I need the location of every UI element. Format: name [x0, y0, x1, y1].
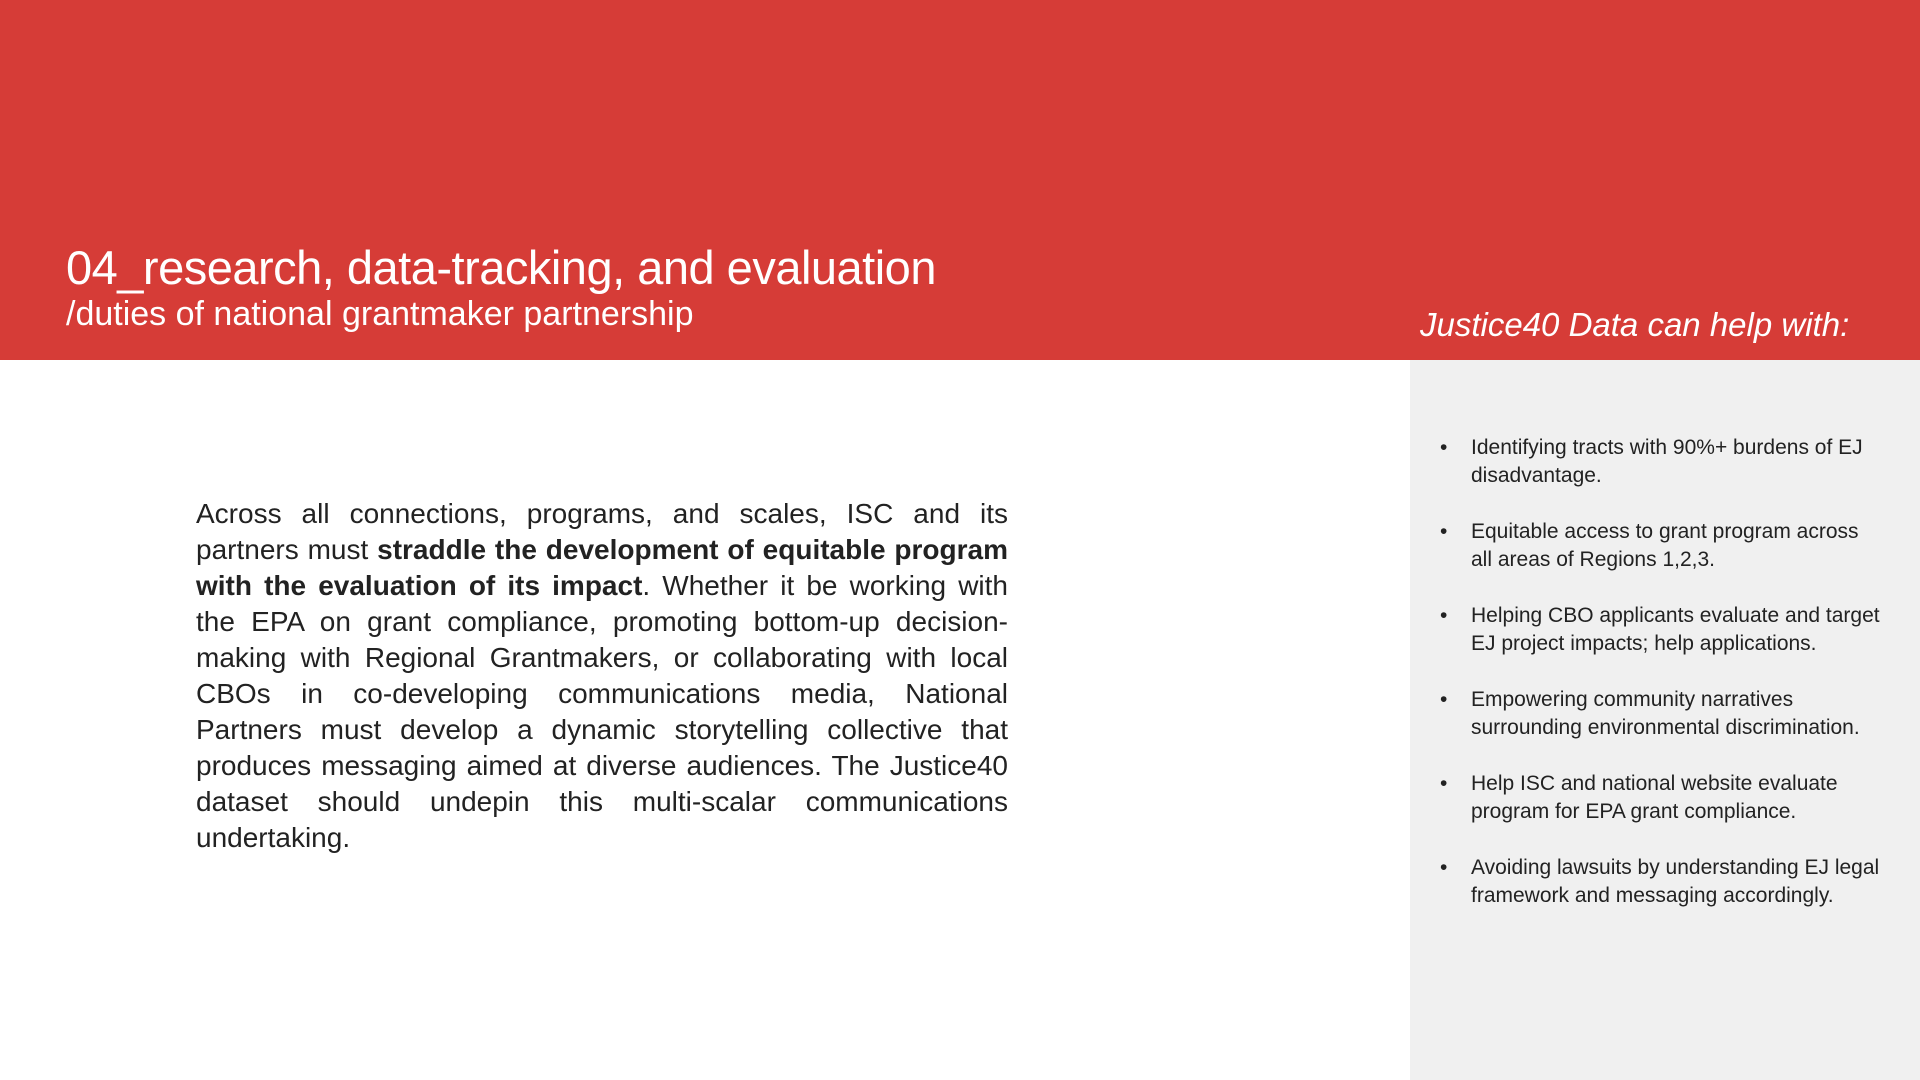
side-panel-heading: Justice40 Data can help with:: [1420, 306, 1850, 343]
list-item-text: Helping CBO applicants evaluate and target EJ project impacts; help applications.: [1471, 604, 1880, 655]
main-paragraph: [196, 496, 1008, 856]
list-item-text: Equitable access to grant program across all areas of Regions 1,2,3.: [1471, 520, 1859, 571]
list-item: [1440, 434, 1885, 490]
list-item: [1440, 770, 1885, 826]
list-item: [1440, 518, 1885, 574]
list-item: [1440, 686, 1885, 742]
paragraph-emphasis: straddle the development of equitable program with the evaluation of its impact: [196, 534, 1009, 601]
list-item-text: Help ISC and national website evaluate program for EPA grant compliance.: [1471, 772, 1838, 823]
list-item: [1440, 854, 1885, 910]
list-item-text: Empowering community narratives surrounding environmental discrimination.: [1471, 688, 1860, 739]
bullet-icon: •: [1440, 772, 1448, 795]
paragraph-rest: . Whether it be working with the EPA on grant compliance, promoting bottom-up decision-making with Regional Grantmakers, or collaborating with local CBOs in co-developing communications media, National Partners must develop a dynamic storytelling collective that produces messaging aimed at diverse audiences. The Justice40 dataset should undepin this multi-scalar communications undertaking.: [196, 570, 1009, 853]
slide-title: 04_research, data-tracking, and evaluation: [66, 241, 936, 294]
slide-subtitle: /duties of national grantmaker partnership: [66, 295, 694, 333]
bullet-icon: •: [1440, 688, 1448, 711]
bullet-icon: •: [1440, 436, 1448, 459]
bullet-icon: •: [1440, 520, 1448, 543]
benefits-list: [1440, 434, 1885, 938]
paragraph-intro: Across all connections, programs, and scales, ISC and its partners must: [196, 498, 1008, 565]
list-item: [1440, 602, 1885, 658]
bullet-icon: •: [1440, 604, 1448, 627]
list-item-text: Identifying tracts with 90%+ burdens of EJ disadvantage.: [1471, 436, 1863, 487]
list-item-text: Avoiding lawsuits by understanding EJ legal framework and messaging accordingly.: [1471, 856, 1880, 907]
bullet-icon: •: [1440, 856, 1448, 879]
